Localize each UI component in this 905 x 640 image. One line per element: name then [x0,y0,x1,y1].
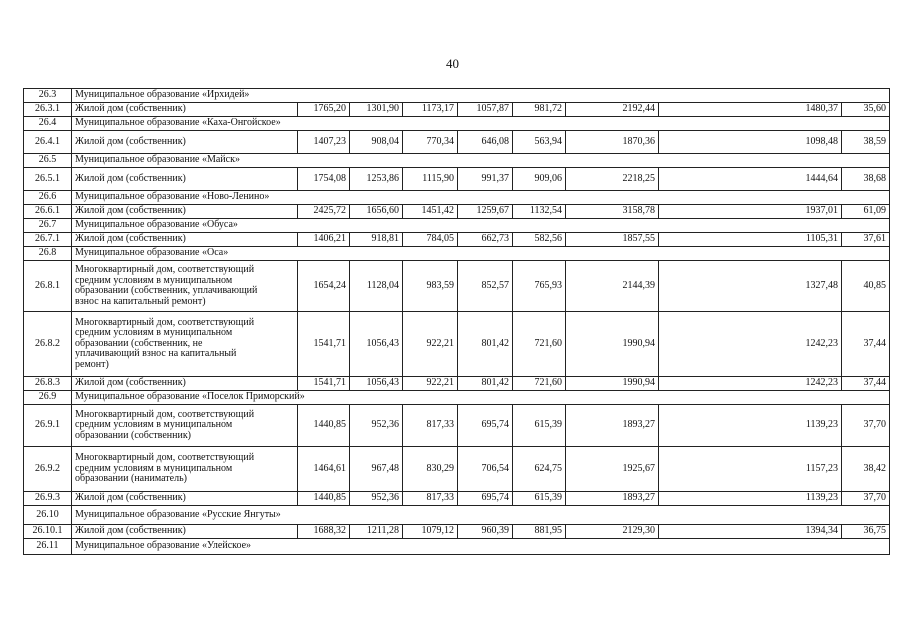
row-code: 26.3 [24,89,72,103]
value-cell: 1656,60 [350,205,403,219]
value-cell: 721,60 [513,312,566,377]
value-cell: 1105,31 [659,233,842,247]
table-row [24,492,890,506]
value-cell: 1937,01 [659,205,842,219]
section-row [24,506,890,525]
value-cell: 1157,23 [659,447,842,492]
value-cell: 38,68 [842,168,890,191]
value-cell: 2192,44 [566,103,659,117]
value-cell: 922,21 [403,377,458,391]
value-cell: 615,39 [513,492,566,506]
value-cell: 881,95 [513,525,566,539]
row-code: 26.5 [24,154,72,168]
value-cell: 909,06 [513,168,566,191]
value-cell: 1440,85 [298,405,350,447]
value-cell: 36,75 [842,525,890,539]
value-cell: 695,74 [458,405,513,447]
value-cell: 1893,27 [566,405,659,447]
value-cell: 967,48 [350,447,403,492]
value-cell: 1990,94 [566,312,659,377]
value-cell: 1242,23 [659,377,842,391]
value-cell: 1654,24 [298,261,350,312]
value-cell: 817,33 [403,492,458,506]
value-cell: 983,59 [403,261,458,312]
section-row [24,191,890,205]
value-cell: 1132,54 [513,205,566,219]
row-code: 26.5.1 [24,168,72,191]
value-cell: 615,39 [513,405,566,447]
section-title: Муниципальное образование «Майск» [72,154,890,168]
section-row [24,391,890,405]
value-cell: 981,72 [513,103,566,117]
section-title: Муниципальное образование «Ирхидей» [72,89,890,103]
value-cell: 37,44 [842,377,890,391]
table-row [24,447,890,492]
value-cell: 563,94 [513,131,566,154]
value-cell: 624,75 [513,447,566,492]
table-row [24,377,890,391]
value-cell: 1253,86 [350,168,403,191]
value-cell: 582,56 [513,233,566,247]
value-cell: 830,29 [403,447,458,492]
value-cell: 1754,08 [298,168,350,191]
value-cell: 37,44 [842,312,890,377]
value-cell: 1541,71 [298,312,350,377]
value-cell: 991,37 [458,168,513,191]
table-row [24,405,890,447]
section-title: Муниципальное образование «Русские Янгуты» [72,506,890,525]
value-cell: 40,85 [842,261,890,312]
value-cell: 1893,27 [566,492,659,506]
value-cell: 952,36 [350,405,403,447]
row-description: Жилой дом (собственник) [72,131,298,154]
section-title: Муниципальное образование «Ново-Ленино» [72,191,890,205]
value-cell: 37,70 [842,405,890,447]
section-row [24,154,890,168]
value-cell: 852,57 [458,261,513,312]
row-description: Жилой дом (собственник) [72,377,298,391]
value-cell: 1139,23 [659,492,842,506]
row-code: 26.8.1 [24,261,72,312]
value-cell: 2218,25 [566,168,659,191]
value-cell: 1406,21 [298,233,350,247]
value-cell: 922,21 [403,312,458,377]
row-code: 26.4 [24,117,72,131]
table-row [24,168,890,191]
row-description: Жилой дом (собственник) [72,492,298,506]
section-row [24,539,890,555]
table-row [24,131,890,154]
row-code: 26.7.1 [24,233,72,247]
value-cell: 1480,37 [659,103,842,117]
value-cell: 2144,39 [566,261,659,312]
table-row [24,312,890,377]
value-cell: 37,70 [842,492,890,506]
row-description: Жилой дом (собственник) [72,525,298,539]
table-row [24,261,890,312]
table-row [24,205,890,219]
row-code: 26.7 [24,219,72,233]
value-cell: 35,60 [842,103,890,117]
value-cell: 1057,87 [458,103,513,117]
row-code: 26.9.2 [24,447,72,492]
row-code: 26.9.1 [24,405,72,447]
value-cell: 1451,42 [403,205,458,219]
value-cell: 918,81 [350,233,403,247]
tariff-table [23,88,890,555]
row-description: Многоквартирный дом, соответствующий средним условиям в муниципальном образовании (собственник) [72,405,298,447]
row-code: 26.3.1 [24,103,72,117]
row-code: 26.8.3 [24,377,72,391]
value-cell: 1098,48 [659,131,842,154]
row-code: 26.9 [24,391,72,405]
row-description: Многоквартирный дом, соответствующий средним условиям в муниципальном образовании (наниматель) [72,447,298,492]
value-cell: 960,39 [458,525,513,539]
value-cell: 952,36 [350,492,403,506]
value-cell: 38,42 [842,447,890,492]
section-row [24,247,890,261]
value-cell: 1173,17 [403,103,458,117]
row-code: 26.8.2 [24,312,72,377]
row-code: 26.11 [24,539,72,555]
value-cell: 1079,12 [403,525,458,539]
value-cell: 37,61 [842,233,890,247]
value-cell: 2129,30 [566,525,659,539]
value-cell: 706,54 [458,447,513,492]
value-cell: 1440,85 [298,492,350,506]
value-cell: 646,08 [458,131,513,154]
value-cell: 1211,28 [350,525,403,539]
value-cell: 908,04 [350,131,403,154]
value-cell: 1394,34 [659,525,842,539]
value-cell: 695,74 [458,492,513,506]
page-number: 40 [446,56,459,71]
value-cell: 1464,61 [298,447,350,492]
value-cell: 1870,36 [566,131,659,154]
row-description: Жилой дом (собственник) [72,168,298,191]
value-cell: 1259,67 [458,205,513,219]
value-cell: 1541,71 [298,377,350,391]
value-cell: 801,42 [458,312,513,377]
row-code: 26.6 [24,191,72,205]
value-cell: 1407,23 [298,131,350,154]
value-cell: 3158,78 [566,205,659,219]
section-title: Муниципальное образование «Оса» [72,247,890,261]
value-cell: 1115,90 [403,168,458,191]
value-cell: 765,93 [513,261,566,312]
section-row [24,117,890,131]
row-code: 26.8 [24,247,72,261]
value-cell: 721,60 [513,377,566,391]
section-row [24,219,890,233]
row-code: 26.4.1 [24,131,72,154]
row-code: 26.10.1 [24,525,72,539]
value-cell: 770,34 [403,131,458,154]
value-cell: 2425,72 [298,205,350,219]
table-row [24,103,890,117]
row-description: Жилой дом (собственник) [72,233,298,247]
value-cell: 1056,43 [350,377,403,391]
value-cell: 1444,64 [659,168,842,191]
section-title: Муниципальное образование «Обуса» [72,219,890,233]
row-code: 26.9.3 [24,492,72,506]
row-description: Жилой дом (собственник) [72,205,298,219]
value-cell: 1139,23 [659,405,842,447]
value-cell: 1765,20 [298,103,350,117]
row-description: Жилой дом (собственник) [72,103,298,117]
section-title: Муниципальное образование «Каха-Онгойское» [72,117,890,131]
row-description: Многоквартирный дом, соответствующий средним условиям в муниципальном образовании (собственник, уплачивающий взнос на капитальный ремонт) [72,261,298,312]
value-cell: 1990,94 [566,377,659,391]
value-cell: 817,33 [403,405,458,447]
value-cell: 1327,48 [659,261,842,312]
value-cell: 1056,43 [350,312,403,377]
table-row [24,525,890,539]
section-title: Муниципальное образование «Улейское» [72,539,890,555]
value-cell: 662,73 [458,233,513,247]
table-row [24,233,890,247]
value-cell: 1301,90 [350,103,403,117]
table-body [24,89,890,555]
value-cell: 784,05 [403,233,458,247]
value-cell: 1242,23 [659,312,842,377]
value-cell: 61,09 [842,205,890,219]
section-row [24,89,890,103]
value-cell: 1128,04 [350,261,403,312]
row-code: 26.6.1 [24,205,72,219]
value-cell: 1925,67 [566,447,659,492]
row-code: 26.10 [24,506,72,525]
value-cell: 801,42 [458,377,513,391]
value-cell: 38,59 [842,131,890,154]
value-cell: 1857,55 [566,233,659,247]
value-cell: 1688,32 [298,525,350,539]
section-title: Муниципальное образование «Поселок Приморский» [72,391,890,405]
row-description: Многоквартирный дом, соответствующий средним условиям в муниципальном образовании (собственник, не уплачивающий взнос на капитальный ремонт) [72,312,298,377]
